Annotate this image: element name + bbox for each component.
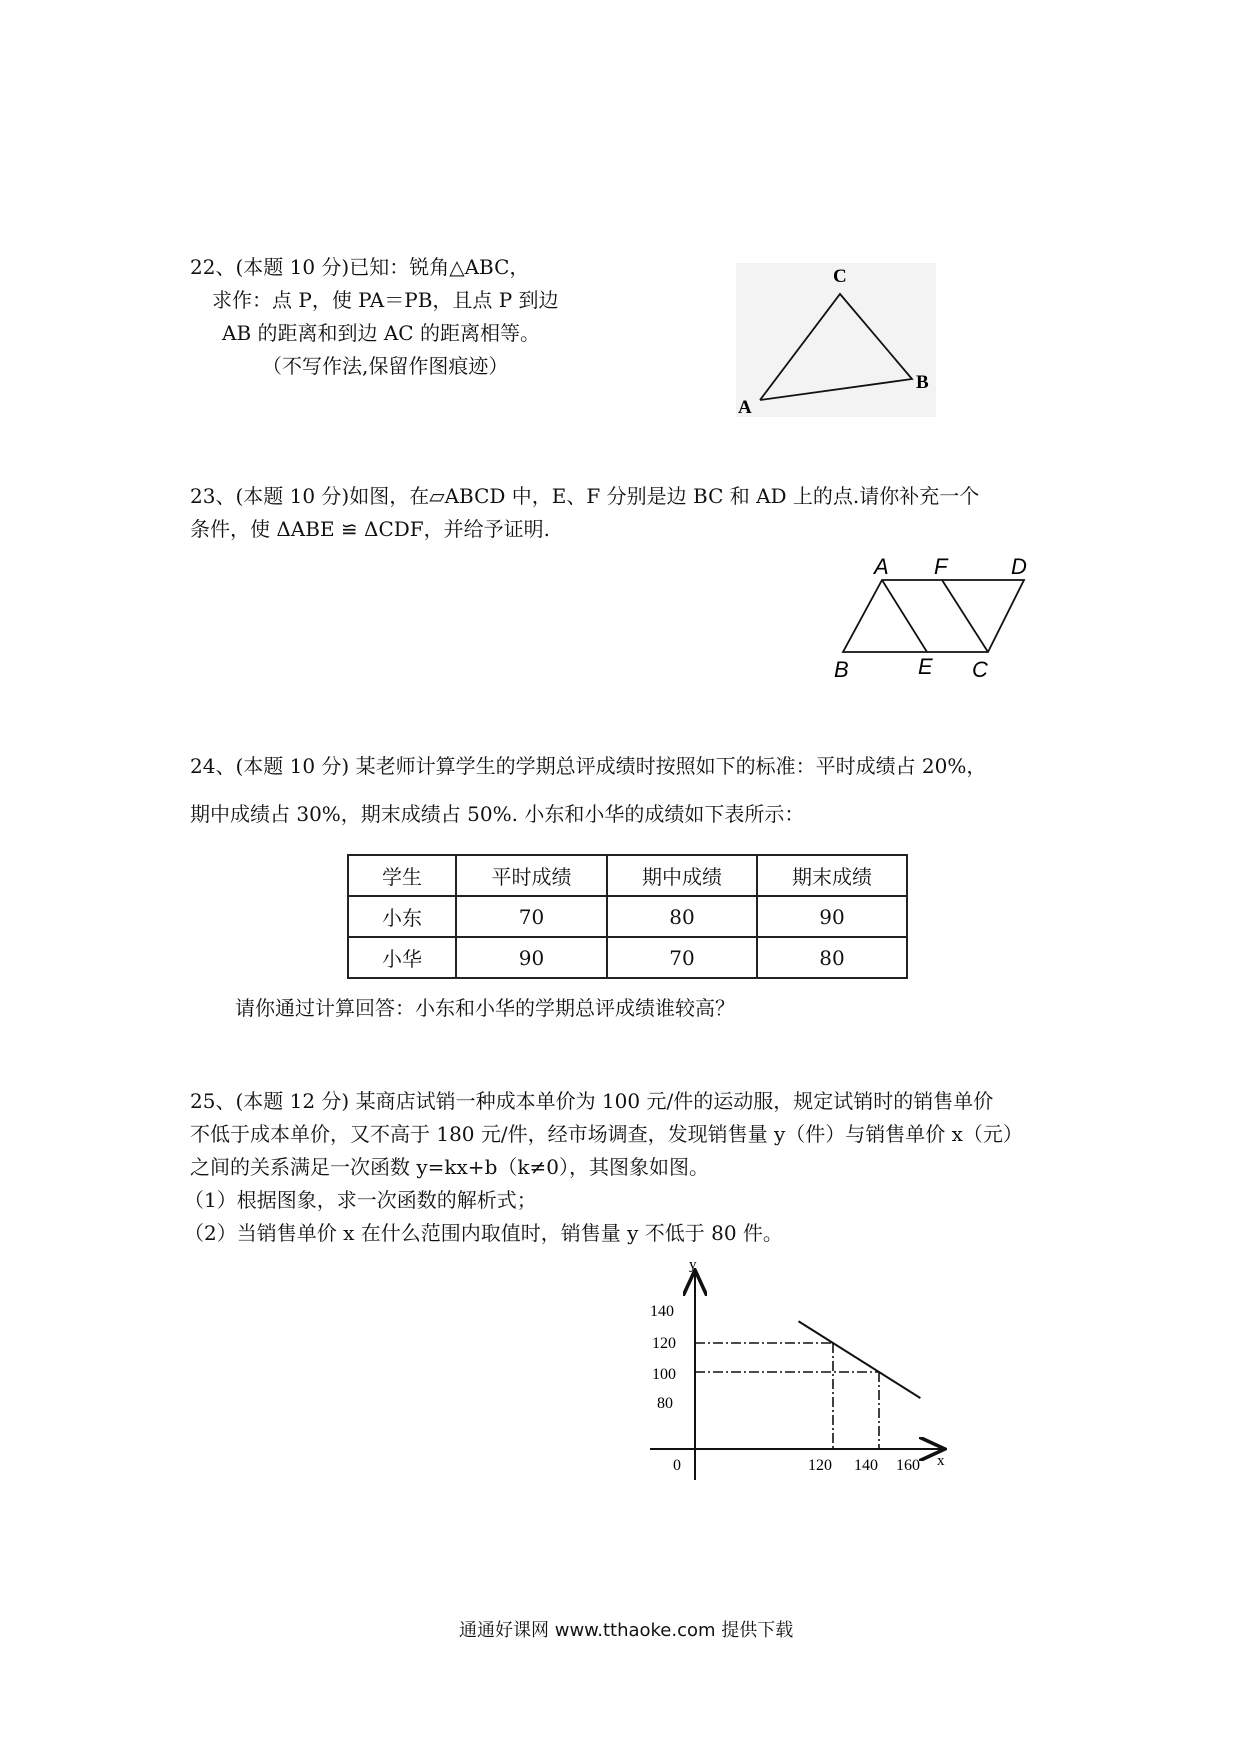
x-tick-label: 120 — [808, 1457, 832, 1474]
vertex-label-d: D — [1011, 554, 1027, 579]
q24-line2: 期中成绩占 30%，期末成绩占 50%. 小东和小华的成绩如下表所示： — [190, 802, 805, 826]
vertex-label-b: B — [916, 372, 929, 393]
q25-line4: （1）根据图象，求一次函数的解析式； — [184, 1188, 537, 1212]
q22-line3: AB 的距离和到边 AC 的距离相等。 — [222, 321, 540, 345]
table-cell: 70 — [456, 896, 607, 937]
table-header-row — [348, 855, 907, 896]
table-row — [348, 937, 907, 978]
vertex-label-f: F — [934, 554, 948, 579]
table-row — [348, 896, 907, 937]
segment-ae — [882, 580, 927, 652]
q25-line5: （2）当销售单价 x 在什么范围内取值时，销售量 y 不低于 80 件。 — [184, 1221, 783, 1245]
y-tick-label: 100 — [652, 1366, 676, 1383]
table-header-cell: 期中成绩 — [607, 855, 757, 896]
q22-line2: 求作：点 P，使 PA＝PB，且点 P 到边 — [212, 288, 559, 312]
q22-line4: （不写作法,保留作图痕迹） — [262, 354, 509, 378]
triangle-abc — [760, 294, 912, 400]
vertex-label-e: E — [918, 654, 933, 679]
q25-function-graph — [640, 1258, 970, 1480]
score-table — [347, 854, 908, 979]
q25-line2: 不低于成本单价，又不高于 180 元/件，经市场调查，发现销售量 y（件）与销售单价 x（元） — [190, 1122, 1023, 1146]
x-tick-label: 140 — [854, 1457, 878, 1474]
parallelogram-abcd — [843, 580, 1024, 652]
q23-line2: 条件，使 ΔABE ≌ ΔCDF，并给予证明. — [190, 517, 551, 541]
x-tick-label: 160 — [896, 1457, 920, 1474]
q24-question: 请你通过计算回答：小东和小华的学期总评成绩谁较高？ — [235, 996, 735, 1020]
function-line — [799, 1321, 921, 1398]
vertex-label-a: A — [874, 554, 889, 579]
origin-label: 0 — [673, 1457, 681, 1474]
table-cell: 90 — [757, 896, 907, 937]
q22-line1: 22、(本题 10 分)已知：锐角△ABC， — [190, 255, 530, 279]
y-tick-label: 140 — [650, 1303, 674, 1320]
vertex-label-b: B — [834, 657, 849, 682]
x-axis-label: x — [937, 1453, 945, 1469]
table-header-cell: 学生 — [348, 855, 456, 896]
y-tick-label: 120 — [652, 1335, 676, 1352]
q25-line1: 25、(本题 12 分) 某商店试销一种成本单价为 100 元/件的运动服，规定试销时的销售单价 — [190, 1089, 994, 1113]
table-cell: 小华 — [348, 937, 456, 978]
table-header-cell: 平时成绩 — [456, 855, 607, 896]
q23-line1: 23、(本题 10 分)如图，在▱ABCD 中，E、F 分别是边 BC 和 AD 上的点.请你补充一个 — [190, 484, 980, 508]
segment-fc — [942, 580, 988, 652]
q24-line1: 24、(本题 10 分) 某老师计算学生的学期总评成绩时按照如下的标准：平时成绩占 20%， — [190, 754, 987, 778]
table-cell: 小东 — [348, 896, 456, 937]
table-cell: 80 — [757, 937, 907, 978]
vertex-label-c: C — [972, 657, 988, 682]
q23-parallelogram-figure — [828, 550, 1058, 685]
vertex-label-c: C — [833, 266, 847, 287]
table-cell: 90 — [456, 937, 607, 978]
q25-line3: 之间的关系满足一次函数 y=kx+b（k≠0），其图象如图。 — [190, 1155, 709, 1179]
table-cell: 70 — [607, 937, 757, 978]
y-tick-label: 80 — [657, 1395, 673, 1412]
vertex-label-a: A — [738, 397, 752, 417]
q22-triangle-figure — [736, 263, 936, 417]
footer-text: 通通好课网 www.tthaoke.com 提供下载 — [459, 1620, 794, 1641]
table-cell: 80 — [607, 896, 757, 937]
table-header-cell: 期末成绩 — [757, 855, 907, 896]
y-axis-label: y — [689, 1258, 697, 1273]
